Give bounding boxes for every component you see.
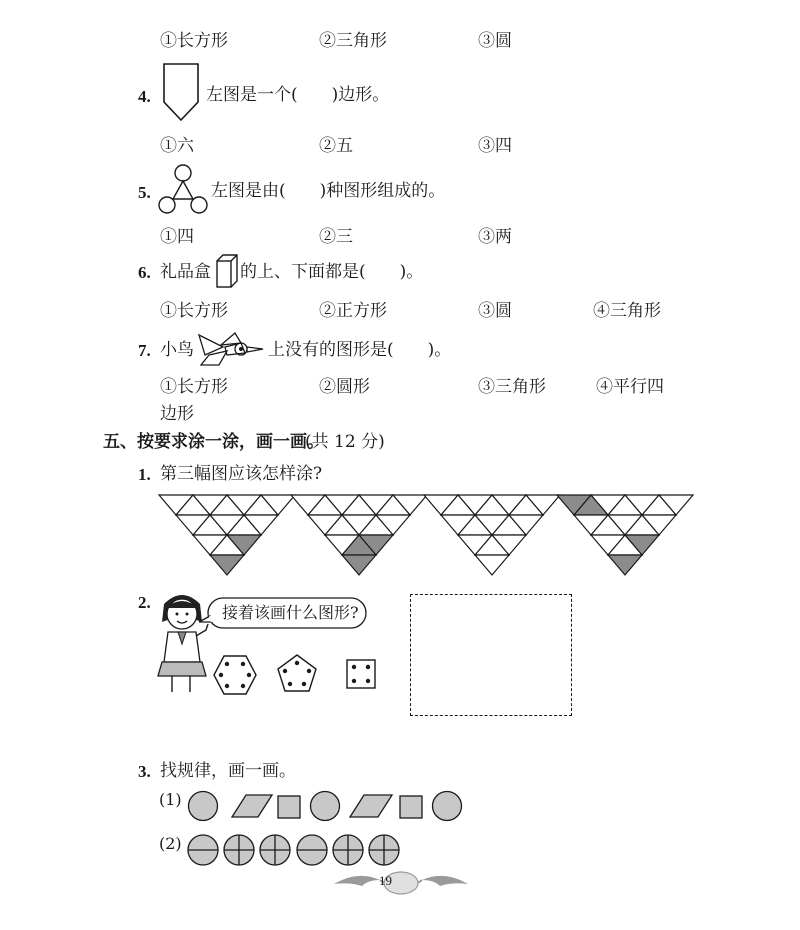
q6-pre-text: 礼品盒 <box>160 262 211 282</box>
q5-option-2: ②三 <box>319 227 353 247</box>
s3-row2-label: (2) <box>159 834 182 853</box>
q6-option-2: ②正方形 <box>319 301 387 321</box>
s3-question-text: 找规律，画一画。 <box>160 761 296 781</box>
q6-option-1: ①长方形 <box>160 301 228 321</box>
q7-post-text: 上没有的图形是( )。 <box>268 340 452 360</box>
s1-number: 1. <box>138 465 151 484</box>
section-5-score: (共 12 分) <box>305 432 385 452</box>
q3-option-1: ①长方形 <box>160 31 228 51</box>
s1-question-text: 第三幅图应该怎样涂? <box>160 464 323 484</box>
q4-question-text: 左图是一个( )边形。 <box>206 85 390 105</box>
q4-number: 4. <box>138 87 151 106</box>
section-5-title: 五、按要求涂一涂，画一画。 <box>103 432 324 452</box>
q5-option-1: ①四 <box>160 227 194 247</box>
q7-option-3: ③三角形 <box>478 377 546 397</box>
page-ornament <box>328 866 474 896</box>
q7-option-4-wrap: 边形 <box>160 404 194 424</box>
q4-option-1: ①六 <box>160 136 194 156</box>
q7-option-4: ④平行四 <box>596 377 664 397</box>
q7-number: 7. <box>138 341 151 360</box>
q7-pre-text: 小鸟 <box>160 340 194 360</box>
q6-post-text: 的上、下面都是( )。 <box>240 262 424 282</box>
q4-option-2: ②五 <box>319 136 353 156</box>
q6-number: 6. <box>138 263 151 282</box>
q4-option-3: ③四 <box>478 136 512 156</box>
s3-number: 3. <box>138 762 151 781</box>
s2-number: 2. <box>138 593 151 612</box>
q7-option-2: ②圆形 <box>319 377 370 397</box>
q3-option-3: ③圆 <box>478 31 512 51</box>
q7-option-1: ①长方形 <box>160 377 228 397</box>
q3-option-2: ②三角形 <box>319 31 387 51</box>
s3-row1-label: (1) <box>159 790 182 809</box>
q5-number: 5. <box>138 183 151 202</box>
q5-option-3: ③两 <box>478 227 512 247</box>
q6-option-3: ③圆 <box>478 301 512 321</box>
q5-question-text: 左图是由( )种图形组成的。 <box>211 181 446 201</box>
q6-option-4: ④三角形 <box>593 301 661 321</box>
page-number: 19 <box>379 873 392 888</box>
speech-bubble-text: 接着该画什么图形? <box>222 603 359 622</box>
